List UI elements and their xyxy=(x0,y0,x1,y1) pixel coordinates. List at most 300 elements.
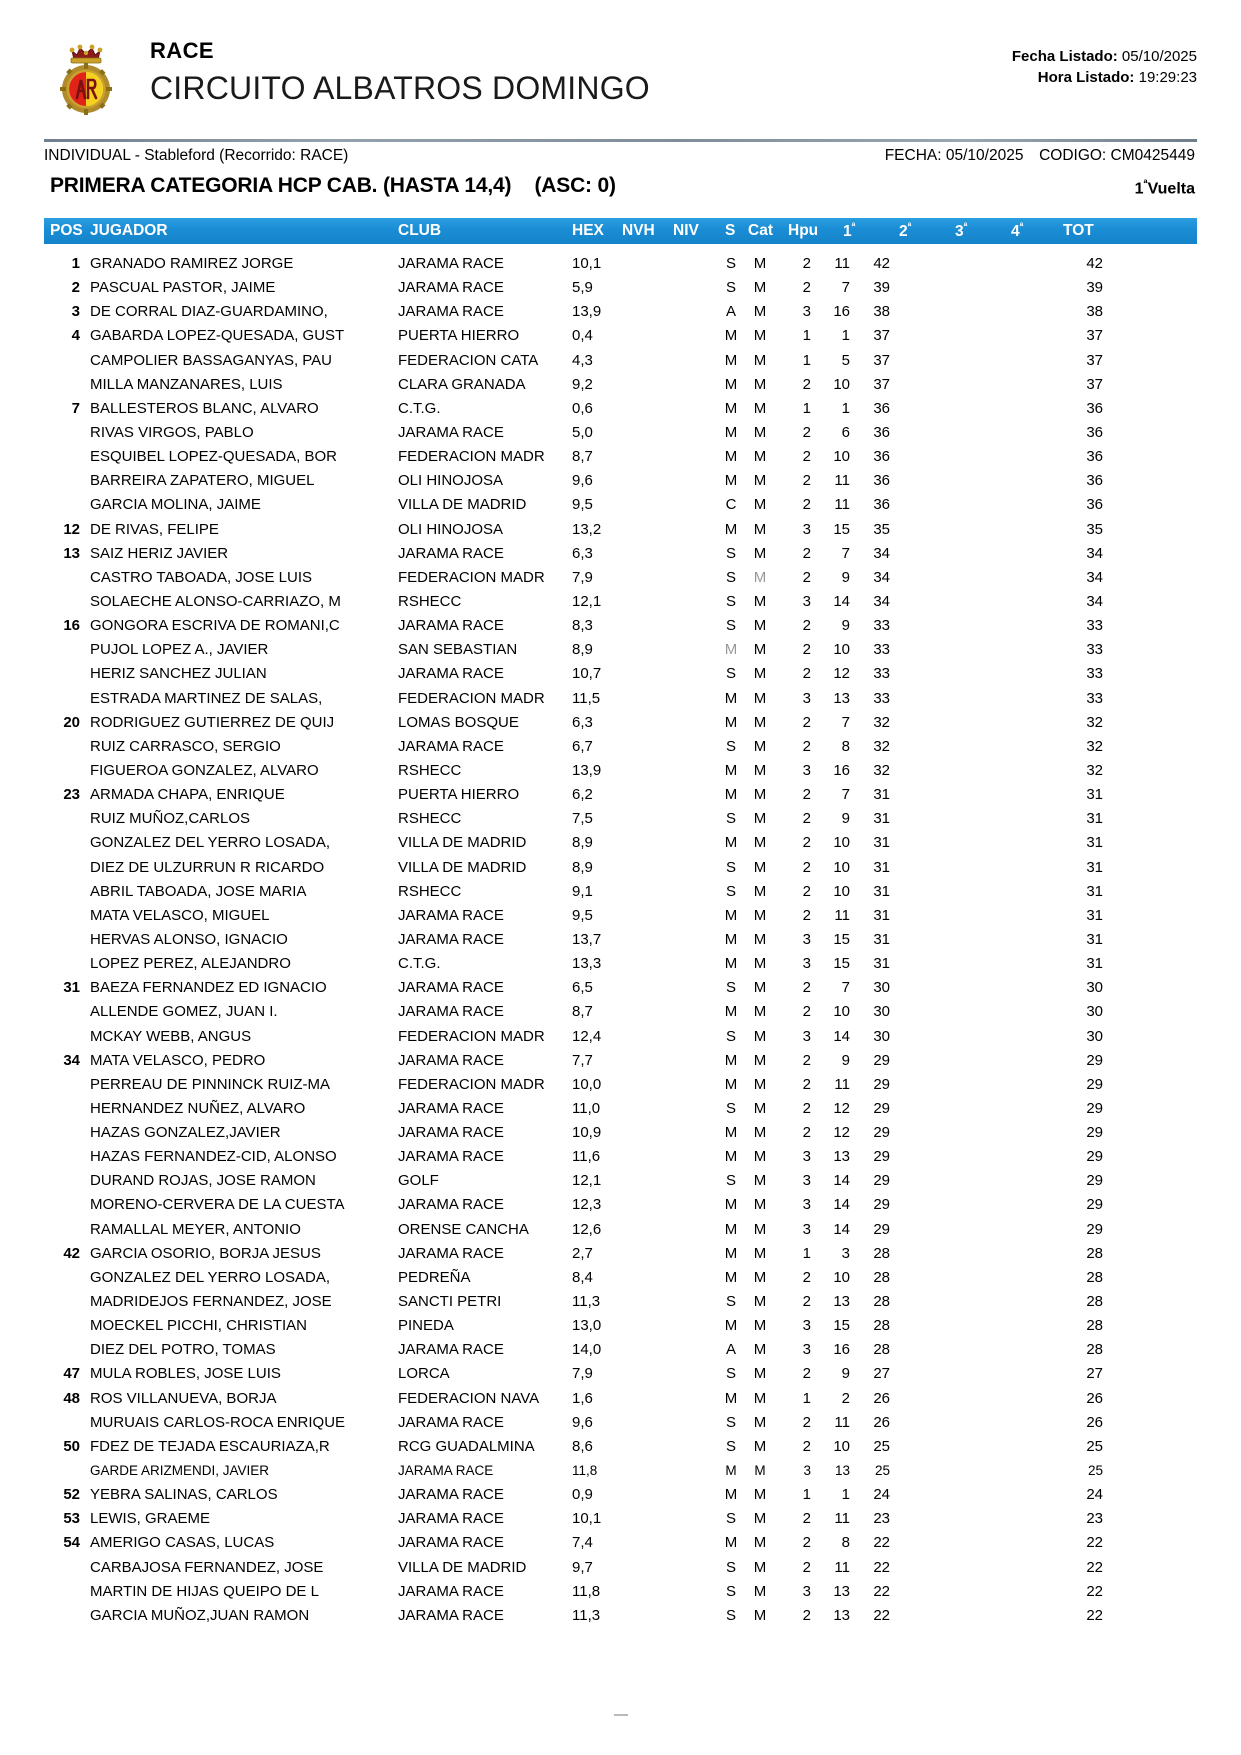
total-score: 29 xyxy=(1086,1220,1103,1238)
club: JARAMA RACE xyxy=(398,1003,504,1021)
round-1-score: 31 xyxy=(873,955,890,973)
round-1-score: 26 xyxy=(873,1389,890,1407)
hpu-group: 1 xyxy=(802,1244,811,1262)
cat: M xyxy=(753,472,767,490)
total-score: 34 xyxy=(1086,544,1103,562)
cat: M xyxy=(753,448,767,466)
cat: M xyxy=(753,1534,767,1552)
club: JARAMA RACE xyxy=(398,279,504,297)
fecha-listado-value: 05/10/2025 xyxy=(1121,48,1197,65)
document-header xyxy=(44,38,1197,134)
table-row[interactable] xyxy=(44,783,1197,807)
round-1-score: 29 xyxy=(873,1051,890,1069)
table-row[interactable] xyxy=(44,904,1197,928)
table-row[interactable] xyxy=(44,1362,1197,1386)
hpu: 9 xyxy=(841,568,850,586)
table-row[interactable] xyxy=(44,1556,1197,1580)
hex: 13,9 xyxy=(572,303,602,321)
table-row[interactable] xyxy=(44,1483,1197,1507)
hex: 12,3 xyxy=(572,1196,602,1214)
hex: 7,4 xyxy=(572,1534,593,1552)
total-score: 25 xyxy=(1087,1463,1103,1479)
hpu-group: 2 xyxy=(802,1003,811,1021)
hpu-group: 2 xyxy=(802,448,811,466)
club: JARAMA RACE xyxy=(398,1510,504,1528)
hpu-group: 3 xyxy=(802,1027,811,1045)
hpu: 13 xyxy=(833,1293,850,1311)
table-row[interactable] xyxy=(44,880,1197,904)
hex: 7,9 xyxy=(572,1365,593,1383)
hex: 11,8 xyxy=(572,1582,601,1600)
player-name: PASCUAL PASTOR, JAIME xyxy=(90,279,276,297)
table-row[interactable] xyxy=(44,1000,1197,1024)
round-1-score: 22 xyxy=(873,1558,890,1576)
header-divider xyxy=(44,139,1197,142)
player-name: HERNANDEZ NUÑEZ, ALVARO xyxy=(90,1099,306,1117)
total-score: 28 xyxy=(1086,1244,1103,1262)
hex: 11,5 xyxy=(572,689,601,707)
column-header-pos[interactable]: POS xyxy=(50,222,83,239)
sex: M xyxy=(724,713,738,731)
table-row[interactable] xyxy=(44,1531,1197,1555)
table-row[interactable] xyxy=(44,590,1197,614)
player-name: MORENO-CERVERA DE LA CUESTA xyxy=(90,1196,345,1214)
hpu-group: 2 xyxy=(802,1268,811,1286)
table-row[interactable] xyxy=(44,373,1197,397)
round-1-score: 32 xyxy=(873,713,890,731)
player-name: ROS VILLANUEVA, BORJA xyxy=(90,1389,277,1407)
table-row[interactable] xyxy=(44,1338,1197,1362)
round-ordinal: ª xyxy=(1143,178,1148,190)
hpu-group: 2 xyxy=(802,1558,811,1576)
round-1-score: 31 xyxy=(873,834,890,852)
sex: S xyxy=(725,1413,736,1431)
brand-acronym: RACE xyxy=(150,38,214,63)
competition-info-row xyxy=(44,147,1197,173)
total-score: 35 xyxy=(1086,520,1103,538)
column-header-round-2[interactable]: $2^ª$ xyxy=(899,222,912,241)
total-score: 36 xyxy=(1086,399,1103,417)
sex: M xyxy=(724,1220,738,1238)
total-score: 34 xyxy=(1086,592,1103,610)
hpu-group: 2 xyxy=(802,472,811,490)
round-1-score: 24 xyxy=(873,1486,890,1504)
table-row[interactable] xyxy=(44,1435,1197,1459)
column-header-round-3[interactable]: $3^ª$ xyxy=(955,222,968,241)
table-row[interactable] xyxy=(44,1073,1197,1097)
total-score: 36 xyxy=(1086,472,1103,490)
cat: M xyxy=(753,1413,767,1431)
club: JARAMA RACE xyxy=(398,1051,504,1069)
player-name: BAEZA FERNANDEZ ED IGNACIO xyxy=(90,979,327,997)
sex: M xyxy=(724,1003,738,1021)
hpu-group: 2 xyxy=(802,496,811,514)
table-row[interactable] xyxy=(44,349,1197,373)
hex: 12,1 xyxy=(572,592,602,610)
sex: S xyxy=(725,1558,736,1576)
hpu: 13 xyxy=(834,1463,850,1479)
hpu: 14 xyxy=(833,1027,850,1045)
sex: M xyxy=(724,930,738,948)
club: FEDERACION MADR xyxy=(398,1075,545,1093)
table-row[interactable] xyxy=(44,1097,1197,1121)
cat: M xyxy=(753,1389,767,1407)
hpu-group: 2 xyxy=(802,882,811,900)
table-row[interactable] xyxy=(44,518,1197,542)
club: JARAMA RACE xyxy=(398,1124,504,1142)
fecha-listado-label: Fecha Listado: xyxy=(1011,48,1118,65)
hpu-group: 3 xyxy=(802,930,811,948)
hex: 13,9 xyxy=(572,761,602,779)
round-1-score: 34 xyxy=(873,568,890,586)
sex: S xyxy=(725,617,736,635)
player-name: MADRIDEJOS FERNANDEZ, JOSE xyxy=(90,1293,332,1311)
round-1-score: 29 xyxy=(873,1124,890,1142)
table-row[interactable] xyxy=(44,1314,1197,1338)
cat: M xyxy=(753,255,767,272)
round-1-score: 29 xyxy=(873,1172,890,1190)
table-row[interactable] xyxy=(44,1580,1197,1604)
total-score: 31 xyxy=(1086,834,1103,852)
column-header-jugador[interactable]: JUGADOR xyxy=(90,222,168,239)
column-header-hex[interactable]: HEX xyxy=(572,222,604,239)
round-1-score: 34 xyxy=(873,544,890,562)
cat: M xyxy=(753,713,767,731)
sex: S xyxy=(725,1293,736,1311)
cat: M xyxy=(753,930,767,948)
hpu: 1 xyxy=(841,399,850,417)
player-name: PERREAU DE PINNINCK RUIZ-MA xyxy=(90,1075,331,1093)
player-name: MOECKEL PICCHI, CHRISTIAN xyxy=(90,1317,307,1335)
table-row[interactable] xyxy=(44,1025,1197,1049)
hpu: 13 xyxy=(833,1582,850,1600)
table-row[interactable] xyxy=(44,300,1197,324)
hpu: 11 xyxy=(834,1558,850,1576)
total-score: 34 xyxy=(1086,568,1103,586)
sex: S xyxy=(725,255,736,272)
sex: M xyxy=(724,351,738,369)
player-name: GARCIA OSORIO, BORJA JESUS xyxy=(90,1244,321,1262)
round-1-score: 36 xyxy=(873,472,890,490)
club: JARAMA RACE xyxy=(398,1244,504,1262)
cat: M xyxy=(753,1027,767,1045)
hpu: 7 xyxy=(841,979,850,997)
hpu: 14 xyxy=(833,1196,850,1214)
total-score: 37 xyxy=(1086,327,1103,345)
player-name: GONZALEZ DEL YERRO LOSADA, xyxy=(90,834,331,852)
hex: 10,1 xyxy=(572,1510,602,1528)
sex: M xyxy=(724,1244,738,1262)
table-row[interactable] xyxy=(44,493,1197,517)
round-1-score: 31 xyxy=(873,810,890,828)
sex: M xyxy=(724,423,738,441)
cat: M xyxy=(753,568,767,586)
round-label xyxy=(1135,178,1195,198)
hpu: 11 xyxy=(834,1413,850,1431)
player-name: MCKAY WEBB, ANGUS xyxy=(90,1027,252,1045)
hex: 9,5 xyxy=(572,906,593,924)
club: VILLA DE MADRID xyxy=(398,834,527,852)
club: PUERTA HIERRO xyxy=(398,786,520,804)
table-row[interactable] xyxy=(44,252,1197,276)
club: JARAMA RACE xyxy=(398,1463,494,1479)
total-score: 31 xyxy=(1086,930,1103,948)
hpu-group: 2 xyxy=(802,1365,811,1383)
cat: M xyxy=(753,1051,767,1069)
hpu-group: 2 xyxy=(802,1124,811,1142)
sex: M xyxy=(724,1196,738,1214)
table-row[interactable] xyxy=(44,421,1197,445)
sex: M xyxy=(724,375,738,393)
round-1-score: 30 xyxy=(873,1003,890,1021)
total-score: 33 xyxy=(1086,665,1103,683)
hpu: 11 xyxy=(834,1075,850,1093)
club: FEDERACION MADR xyxy=(398,568,545,586)
table-row[interactable] xyxy=(44,952,1197,976)
hpu: 11 xyxy=(834,906,850,924)
position: 48 xyxy=(63,1389,80,1407)
position: 52 xyxy=(63,1486,80,1504)
total-score: 25 xyxy=(1086,1437,1103,1455)
club: RSHECC xyxy=(398,592,462,610)
column-header-niv[interactable]: NIV xyxy=(673,222,699,239)
sex: A xyxy=(725,303,736,321)
hpu: 12 xyxy=(833,1099,850,1117)
table-row[interactable] xyxy=(44,687,1197,711)
column-header-club[interactable]: CLUB xyxy=(398,222,442,239)
sex: S xyxy=(725,1365,736,1383)
total-score: 30 xyxy=(1086,1003,1103,1021)
hpu: 10 xyxy=(833,1437,850,1455)
table-row[interactable] xyxy=(44,1266,1197,1290)
player-name: GABARDA LOPEZ-QUESADA, GUST xyxy=(90,327,345,345)
table-row[interactable] xyxy=(44,469,1197,493)
hex: 8,9 xyxy=(572,858,593,876)
round-1-score: 39 xyxy=(873,279,890,297)
club: JARAMA RACE xyxy=(398,1486,504,1504)
table-row[interactable] xyxy=(44,276,1197,300)
cat: M xyxy=(753,1558,767,1576)
codigo-value: CM0425449 xyxy=(1110,147,1195,164)
cat: M xyxy=(753,544,767,562)
round-1-score: 28 xyxy=(873,1268,890,1286)
table-row[interactable] xyxy=(44,1193,1197,1217)
player-name: DIEZ DE ULZURRUN R RICARDO xyxy=(90,858,325,876)
table-row[interactable] xyxy=(44,1145,1197,1169)
sex: S xyxy=(725,1027,736,1045)
sex: S xyxy=(725,279,736,297)
round-1-score: 29 xyxy=(873,1148,890,1166)
hpu: 13 xyxy=(833,1148,850,1166)
position: 54 xyxy=(63,1534,80,1552)
table-row[interactable] xyxy=(44,542,1197,566)
table-row[interactable] xyxy=(44,1387,1197,1411)
total-score: 29 xyxy=(1086,1051,1103,1069)
table-row[interactable] xyxy=(44,1507,1197,1531)
cat: M xyxy=(753,1244,767,1262)
column-header-s[interactable]: S xyxy=(725,222,736,239)
sex: M xyxy=(724,1075,738,1093)
club: VILLA DE MADRID xyxy=(398,1558,527,1576)
position: 50 xyxy=(63,1437,80,1455)
table-row[interactable] xyxy=(44,397,1197,421)
hex: 6,7 xyxy=(572,737,593,755)
hpu: 15 xyxy=(833,520,850,538)
table-row[interactable] xyxy=(44,1049,1197,1073)
round-1-score: 36 xyxy=(873,448,890,466)
player-name: HERIZ SANCHEZ JULIAN xyxy=(90,665,267,683)
hex: 7,9 xyxy=(572,568,593,586)
hex: 10,1 xyxy=(572,255,602,272)
table-row[interactable] xyxy=(44,566,1197,590)
total-score: 37 xyxy=(1086,375,1103,393)
round-1-score: 26 xyxy=(873,1413,890,1431)
player-name: BARREIRA ZAPATERO, MIGUEL xyxy=(90,472,315,490)
round-1-score: 34 xyxy=(873,592,890,610)
table-row[interactable] xyxy=(44,759,1197,783)
sex: M xyxy=(724,906,738,924)
position: 3 xyxy=(71,303,80,321)
table-row[interactable] xyxy=(44,1459,1197,1483)
hpu: 7 xyxy=(841,279,850,297)
hex: 11,6 xyxy=(572,1148,601,1166)
hpu-group: 2 xyxy=(802,544,811,562)
column-header-tot[interactable]: TOT xyxy=(1063,222,1094,239)
table-row[interactable] xyxy=(44,856,1197,880)
round-1-score: 28 xyxy=(873,1317,890,1335)
hpu-group: 1 xyxy=(802,1486,811,1504)
column-header-nvh[interactable]: NVH xyxy=(622,222,655,239)
hex: 8,3 xyxy=(572,617,593,635)
table-row[interactable] xyxy=(44,831,1197,855)
position: 12 xyxy=(63,520,80,538)
table-row[interactable] xyxy=(44,711,1197,735)
table-row[interactable] xyxy=(44,1169,1197,1193)
column-header-round-1[interactable]: $1^ª$ xyxy=(843,222,856,241)
position: 16 xyxy=(63,617,80,635)
club: JARAMA RACE xyxy=(398,665,504,683)
cat: M xyxy=(753,737,767,755)
position: 2 xyxy=(71,279,80,297)
hpu-group: 3 xyxy=(802,1220,811,1238)
player-name: MILLA MANZANARES, LUIS xyxy=(90,375,283,393)
club: JARAMA RACE xyxy=(398,1413,504,1431)
cat: M xyxy=(753,1510,767,1528)
round-1-score: 33 xyxy=(873,689,890,707)
club: FEDERACION MADR xyxy=(398,448,545,466)
player-name: GONZALEZ DEL YERRO LOSADA, xyxy=(90,1268,331,1286)
player-name: ABRIL TABOADA, JOSE MARIA xyxy=(90,882,307,900)
table-row[interactable] xyxy=(44,928,1197,952)
table-row[interactable] xyxy=(44,1604,1197,1628)
player-name: RODRIGUEZ GUTIERREZ DE QUIJ xyxy=(90,713,335,731)
hpu: 1 xyxy=(841,1486,850,1504)
table-row[interactable] xyxy=(44,1121,1197,1145)
player-name: ARMADA CHAPA, ENRIQUE xyxy=(90,786,285,804)
hpu-group: 2 xyxy=(802,255,811,272)
hex: 2,7 xyxy=(572,1244,593,1262)
round-1-score: 42 xyxy=(873,255,890,272)
total-score: 26 xyxy=(1086,1389,1103,1407)
hex: 11,3 xyxy=(572,1293,601,1311)
round-1-score: 25 xyxy=(873,1437,890,1455)
player-name: AMERIGO CASAS, LUCAS xyxy=(90,1534,275,1552)
player-name: ESTRADA MARTINEZ DE SALAS, xyxy=(90,689,323,707)
round-number: 1 xyxy=(1134,180,1144,198)
hpu: 9 xyxy=(841,810,850,828)
table-row[interactable] xyxy=(44,1411,1197,1435)
table-row[interactable] xyxy=(44,735,1197,759)
player-name: RAMALLAL MEYER, ANTONIO xyxy=(90,1220,301,1238)
club: RSHECC xyxy=(398,761,462,779)
club: JARAMA RACE xyxy=(398,930,504,948)
hex: 12,1 xyxy=(572,1172,602,1190)
sex: S xyxy=(725,592,736,610)
total-score: 33 xyxy=(1086,641,1103,659)
column-header-round-4[interactable]: $4^ª$ xyxy=(1011,222,1024,241)
round-1-score: 22 xyxy=(873,1582,890,1600)
hpu-group: 2 xyxy=(802,786,811,804)
round-1-score: 33 xyxy=(873,665,890,683)
player-name: DE CORRAL DIAZ-GUARDAMINO, xyxy=(90,303,328,321)
hpu: 11 xyxy=(834,472,850,490)
table-row[interactable] xyxy=(44,807,1197,831)
cat: M xyxy=(753,906,767,924)
table-row[interactable] xyxy=(44,976,1197,1000)
table-row[interactable] xyxy=(44,1242,1197,1266)
hora-listado-value: 19:29:23 xyxy=(1138,69,1197,86)
column-header-cat[interactable]: Cat xyxy=(748,222,773,239)
table-row[interactable] xyxy=(44,445,1197,469)
club: JARAMA RACE xyxy=(398,1534,504,1552)
table-row[interactable] xyxy=(44,638,1197,662)
total-score: 33 xyxy=(1086,689,1103,707)
club: JARAMA RACE xyxy=(398,617,504,635)
player-name: SAIZ HERIZ JAVIER xyxy=(90,544,229,562)
table-row[interactable] xyxy=(44,662,1197,686)
club: LORCA xyxy=(398,1365,450,1383)
hex: 6,3 xyxy=(572,544,593,562)
player-name: LOPEZ PEREZ, ALEJANDRO xyxy=(90,955,291,973)
player-name: RUIZ MUÑOZ,CARLOS xyxy=(90,810,251,828)
column-header-hpu[interactable]: Hpu xyxy=(788,222,819,239)
table-row[interactable] xyxy=(44,324,1197,348)
table-row[interactable] xyxy=(44,1290,1197,1314)
modality-label: INDIVIDUAL - Stableford (Recorrido: RACE) xyxy=(44,147,349,164)
hpu-group: 1 xyxy=(802,327,811,345)
total-score: 27 xyxy=(1086,1365,1103,1383)
cat: M xyxy=(753,689,767,707)
event-title: CIRCUITO ALBATROS DOMINGO xyxy=(150,70,650,106)
cat: M xyxy=(753,279,767,297)
hpu: 16 xyxy=(833,303,850,321)
club: JARAMA RACE xyxy=(398,1099,504,1117)
hpu: 11 xyxy=(834,255,850,272)
hex: 13,3 xyxy=(572,955,602,973)
sex: M xyxy=(724,761,738,779)
club: FEDERACION MADR xyxy=(398,689,545,707)
hpu-group: 2 xyxy=(802,568,811,586)
hex: 9,5 xyxy=(572,496,593,514)
hex: 6,2 xyxy=(572,786,593,804)
table-row[interactable] xyxy=(44,1218,1197,1242)
club: SANCTI PETRI xyxy=(398,1293,502,1311)
hpu-group: 2 xyxy=(802,810,811,828)
hex: 10,9 xyxy=(572,1124,602,1142)
table-row[interactable] xyxy=(44,614,1197,638)
hpu: 10 xyxy=(833,448,850,466)
player-name: MATA VELASCO, MIGUEL xyxy=(90,906,270,924)
